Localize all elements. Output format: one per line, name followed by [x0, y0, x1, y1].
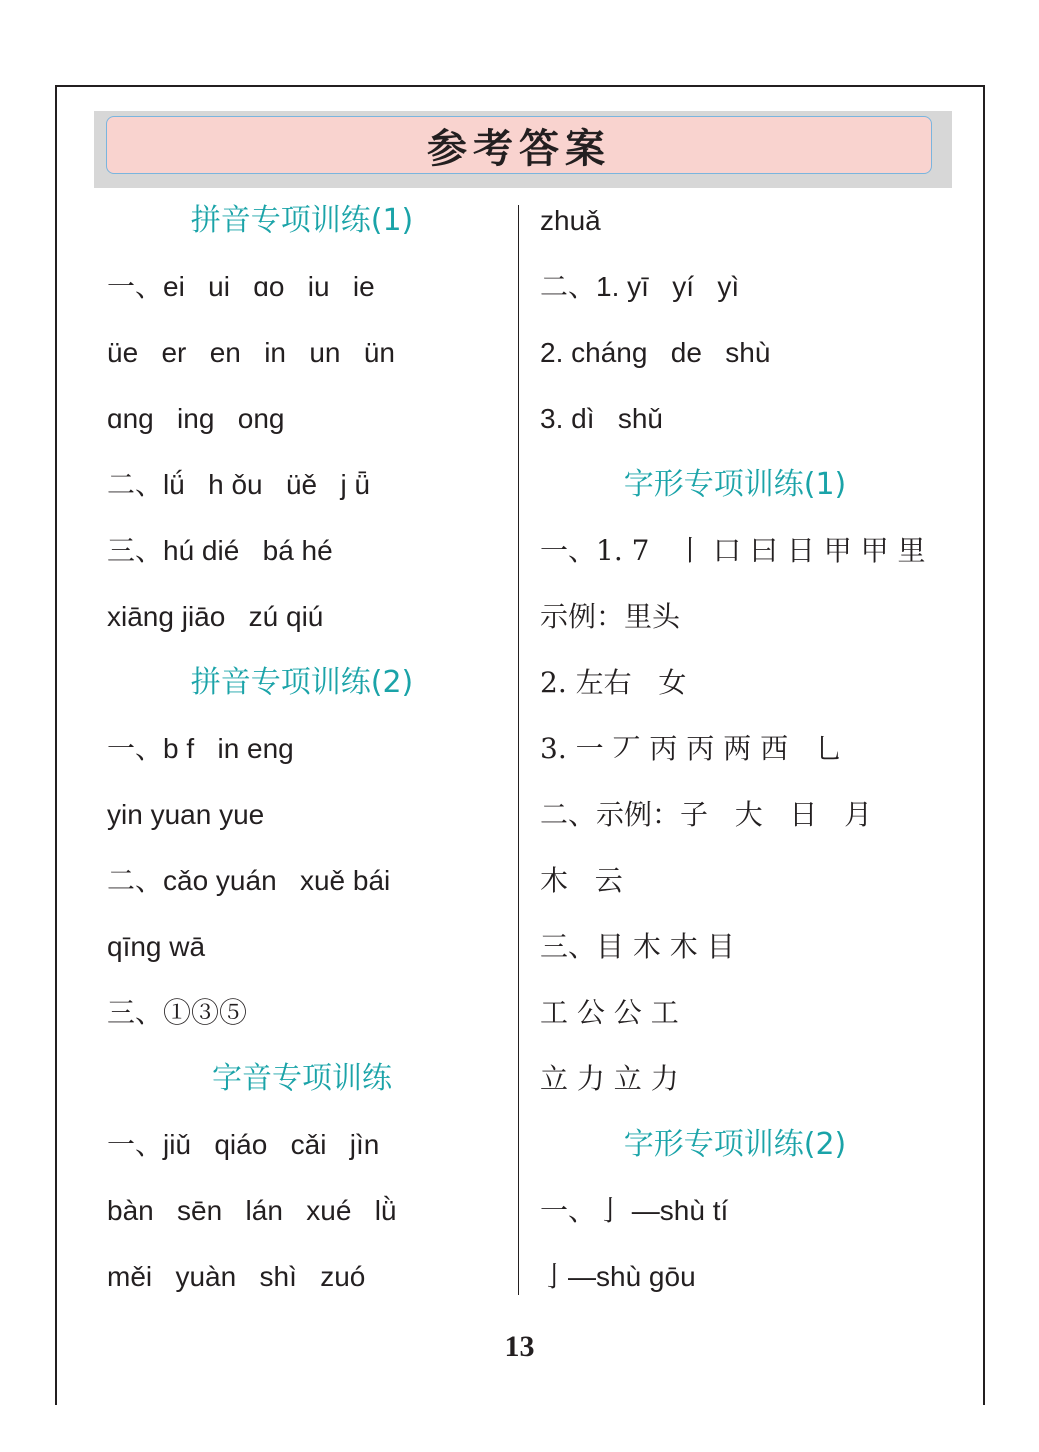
answer-line: bàn sēn lán xué lǜ	[107, 1195, 397, 1226]
answer-line: 二、1. yī yí yì	[540, 271, 740, 302]
section-heading: 字形专项训练(2)	[623, 1127, 847, 1162]
answer-line: xiāng jiāo zú qiú	[107, 601, 324, 632]
right-column	[540, 188, 940, 1310]
answer-line: 立 力 立 力	[540, 1062, 679, 1095]
answer-line: 一、亅 —shù tí	[540, 1195, 729, 1226]
column-divider	[518, 205, 519, 1295]
answer-line: 二、cǎo yuán xuě bái	[107, 865, 391, 896]
section-heading: 拼音专项训练(1)	[190, 203, 414, 238]
answer-line: 一、b f in eng	[107, 733, 294, 764]
answer-line: 三、①③⑤	[107, 997, 248, 1028]
section-heading: 拼音专项训练(2)	[190, 665, 414, 700]
answer-line: 工 公 公 工	[540, 996, 679, 1029]
answer-line: zhuǎ	[540, 205, 601, 236]
answer-line: 三、目 木 木 目	[540, 930, 735, 963]
answer-line: 一、ei ui ɑo iu ie	[107, 271, 375, 302]
answer-line: üe er en in un ün	[107, 337, 395, 368]
answer-line: yin yuan yue	[107, 799, 265, 830]
answer-line: qīng wā	[107, 931, 206, 962]
answer-line: 一、1. 7 丨 口 曰 日 甲 甲 里	[540, 534, 926, 567]
answer-line: 二、示例：子 大 日 月	[540, 798, 873, 831]
answer-line: 3. 一 丆 丙 丙 两 西 乚	[540, 732, 843, 765]
answer-line: 一、jiǔ qiáo cǎi jìn	[107, 1129, 380, 1160]
page-number: 13	[504, 1330, 535, 1363]
answer-line: 2. 左右 女	[540, 666, 687, 699]
answer-line: 3. dì shǔ	[540, 403, 663, 434]
answer-line: 亅—shù gōu	[540, 1261, 696, 1292]
section-heading: 字音专项训练	[212, 1061, 392, 1096]
answer-line: 示例：里头	[540, 600, 681, 633]
page-title: 参考答案	[106, 116, 932, 174]
answer-line: ɑng ing ong	[107, 403, 285, 434]
answer-line: 木 云	[540, 864, 623, 897]
answer-line: měi yuàn shì zuó	[107, 1261, 366, 1292]
answer-line: 三、hú dié bá hé	[107, 535, 333, 566]
left-column	[107, 188, 507, 1310]
section-heading: 字形专项训练(1)	[623, 467, 847, 502]
answer-line: 2. cháng de shù	[540, 337, 771, 368]
answer-line: 二、lǘ h ǒu üě j ǖ	[107, 469, 371, 500]
